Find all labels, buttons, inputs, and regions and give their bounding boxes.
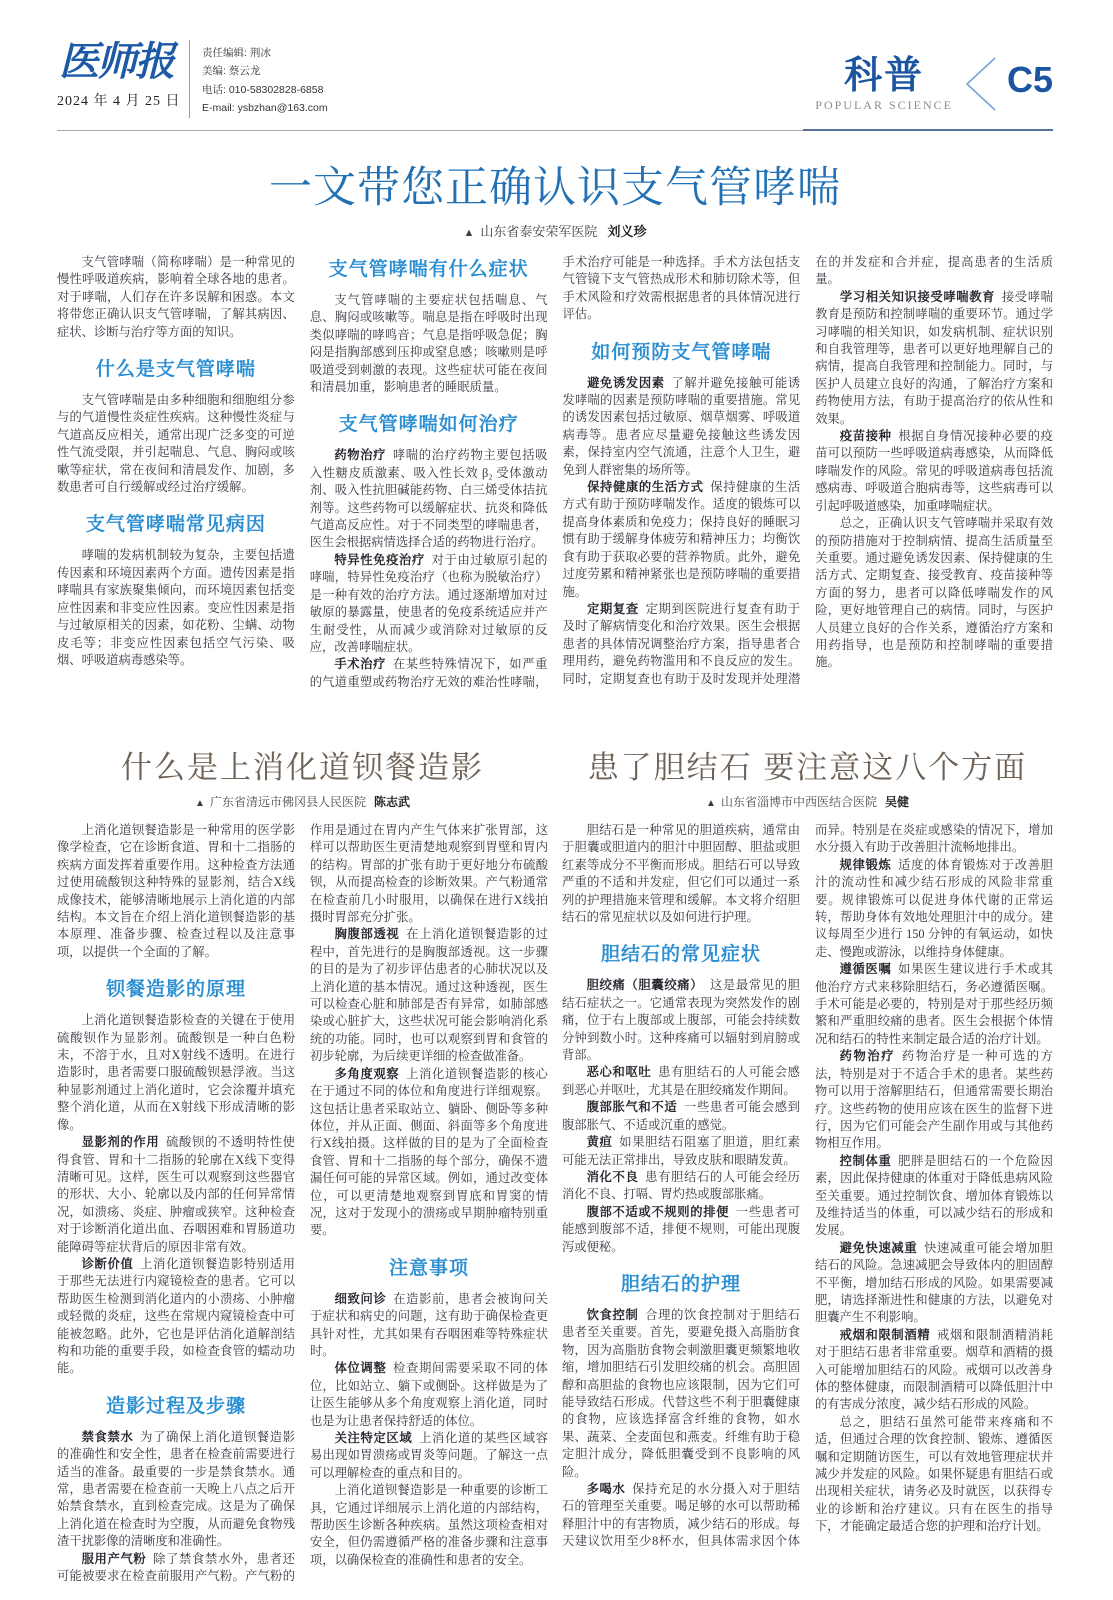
paragraph-text: 总之，胆结石虽然可能带来疼痛和不适，但通过合理的饮食控制、锻炼、遵循医嘱和定期随访医生，可以有效地管理症状并减少并发症的风险。如果怀疑患有胆结石或出现相关症状，请务必及时就医，以获得专业的诊断和治疗建议。只有在医生的指导下，才能确定最适合您的护理和治疗计划。 <box>815 1414 1053 1534</box>
section-label-cn: 科普 <box>844 55 925 97</box>
paragraph-text: 适度的体育锻炼对于改善胆汁的流动性和减少结石形成的风险非常重要。规律锻炼可以促进身体代谢的正常运转，帮助身体有效地处理胆汁中的成分。建议每周至少进行 150 分钟的有氧运动，如快走、慢跑或游泳，以维持身体健康。 <box>815 857 1053 959</box>
paragraph-text: 了解并避免接触可能诱发哮喘的因素是预防哮喘的重要措施。常见的诱发因素包括过敏原、烟草烟雾、呼吸道病毒等。患者应尽量避免接触这些诱发因素，保持室内空气流通，注意个人卫生，避免到人群密集的场所等。 <box>562 375 801 477</box>
paragraph-lead: 控制体重 <box>839 1153 892 1168</box>
issue-date: 2024 年 4 月 25 日 <box>57 94 181 109</box>
paragraph-lead: 显影剂的作用 <box>81 1135 160 1150</box>
paragraph <box>815 857 1053 961</box>
paragraph-lead: 腹部胀气和不适 <box>586 1100 678 1115</box>
section-heading: 支气管哮喘有什么症状 <box>328 259 529 280</box>
paragraph <box>57 254 295 341</box>
paragraph-text: 上消化道钡餐造影特别适用于那些无法进行内窥镜检查的患者。它可以帮助医生检测到消化道内的小溃疡、小肿瘤或轻微的炎症，这些在常规内窥镜检查中可能被忽略。此外，它也是评估消化道解剖结构和功能的重要手段，如检查食管的蠕动功能。 <box>57 1256 295 1376</box>
section-heading: 钡餐造影的原理 <box>105 979 246 1001</box>
paragraph-lead: 药物治疗 <box>334 448 387 463</box>
paragraph-text: 硫酸钡的不透明特性使得食管、胃和十二指肠的轮廓在X线下变得清晰可见。这样，医生可以观察到这些器官的形状、大小、轮廓以及内部的任何异常情况，如溃疡、炎症、肿瘤或狭窄。这种检查对于诊断消化道出血、吞咽困难和胃肠道功能障碍等症状背后的原因非常有效。 <box>57 1135 295 1254</box>
paragraph-text: 上消化道钡餐造影的核心在于通过不同的体位和角度进行详细观察。这包括让患者采取站立、躺卧、侧卧等多种体位，并从正面、侧面、斜面等多个角度进行X线拍摄。这样做的目的是为了全面检查食管、胃和十二指肠的每个部分，确保不遗漏任何可能的异常区域。例如，通过改变体位，可以更清楚地观察到胃底和胃窦的情况，这对于发现小的溃疡或早期肿瘤特别重要。 <box>310 1066 548 1238</box>
byline-marker-icon: ▲ <box>463 227 475 239</box>
editor-info-line: 电话: 010-58302828-6858 <box>202 83 324 96</box>
paragraph-text: 保持充足的水分摄入对于胆结石的管理至关重要。喝足够的水可以帮助稀释胆汁中的有害物质，减少结石的形成。每天建议饮用至少8杯水，但具体需求因个体而异。特别是在炎症或感染的情况下，增加水分摄入有助于改善胆汁流畅地排出。 <box>562 823 1053 1549</box>
article-barium-meal <box>57 738 548 1600</box>
paragraph-text: 定期到医院进行复查有助于及时了解病情变化和治疗效果。医生会根据患者的具体情况调整治疗方案，指导患者合理用药，避免药物滥用和不良反应的发生。同时，定期复查也有助于及时发现并处理潜在的并发症和合并症，提高患者的生活质量。 <box>562 255 1053 686</box>
byline-marker-icon: ▲ <box>706 798 716 809</box>
paragraph-text: 患有胆结石的人可能会经历消化不良、打嗝、胃灼热或腹部胀痛。 <box>562 1169 800 1202</box>
paragraph-text: 总之，正确认识支气管哮喘并采取有效的预防措施对于控制病情、提高生活质量至关重要。通过避免诱发因素、保持健康的生活方式、定期复查、接受教育、疫苗接种等方面的努力，患者可以降低哮喘发作的风险，更好地管理自己的病情。同时，与医护人员建立良好的合作关系，遵循治疗方案和用药指导，也是预防和控制哮喘的重要措施。 <box>815 516 1053 670</box>
article-byline <box>57 221 1053 240</box>
paragraph-lead: 疫苗接种 <box>839 429 892 444</box>
paragraph <box>310 1482 548 1569</box>
article-asthma <box>57 154 1053 720</box>
paragraph-text: 肥胖是胆结石的一个危险因素，因此保持健康的体重对于降低患病风险至关重要。通过控制饮食、增加体育锻炼以及维持适当的体重，可以减少结石的形成和发展。 <box>815 1153 1053 1238</box>
paragraph <box>562 977 800 1064</box>
paragraph-text: 胆结石是一种常见的胆道疾病，通常由于胆囊或胆道内的胆汁中胆固醇、胆盐或胆红素等成分不平衡而形成。胆结石可以导致严重的不适和并发症，但它们可以通过一系列的护理措施来管理和缓解。本文将介绍胆结石的常见症状以及如何进行护理。 <box>562 823 800 925</box>
paragraph-text: 保持健康的生活方式有助于预防哮喘发作。适度的锻炼可以提高身体素质和免疫力；保持良好的睡眠习惯有助于缓解身体疲劳和精神压力；均衡饮食有助于获取必要的营养物质。此外，避免过度劳累和精神紧张也是预防哮喘的重要措施。 <box>562 480 801 599</box>
paragraph-text: 在造影前，患者会被询问关于症状和病史的问题，这有助于确保检查更具针对性，尤其如果有吞咽困难等特殊症状时。 <box>310 1291 548 1358</box>
paragraph <box>57 1134 295 1256</box>
editor-info-line: 责任编辑: 荆冰 <box>202 47 271 59</box>
paragraph <box>815 1240 1053 1327</box>
paragraph-text: 在某些特殊情况下，如严重的气道重塑或药物治疗无效的难治性哮喘，手术治疗可能是一种选择。手术方法包括支气管镜下支气管热成形术和肺切除术等，但手术风险和疗效需根据患者的具体情况进行评估。 <box>309 255 801 689</box>
article-byline <box>57 793 548 810</box>
paragraph-text: 如果胆结石阻塞了胆道，胆红素可能无法正常排出，导致皮肤和眼睛发黄。 <box>562 1135 800 1167</box>
section-heading: 什么是支气管哮喘 <box>95 359 256 381</box>
paragraph-text: 上消化道钡餐造影是一种重要的诊断工具，它通过详细展示上消化道的内部结构，帮助医生诊断各种疾病。虽然这项检查相对安全，但仍需遵循严格的准备步骤和注意事项，以确保检查的准确性和患者的安全。 <box>310 1483 548 1567</box>
paragraph-lead: 特异性免疫治疗 <box>334 552 425 567</box>
section-heading: 注意事项 <box>388 1257 469 1279</box>
newspaper-logo: 医师报 <box>59 38 173 85</box>
paragraph-text: 检查期间需要采取不同的体位，比如站立、躺下或侧卧。这样做是为了让医生能够从多个角度观察上消化道，同时也是为让患者保持舒适的体位。 <box>310 1361 548 1428</box>
paragraph <box>815 515 1053 672</box>
section-heading: 胆结石的常见症状 <box>600 944 761 966</box>
paragraph-text: 上消化道钡餐造影是一种常用的医学影像学检查，它在诊断食道、胃和十二指肠的疾病方面发挥着重要作用。这种检查方法通过使用硫酸钡这种特殊的显影剂，结合X线成像技术，能够清晰地展示上消化道的内部结构。本文旨在介绍上消化道钡餐造影的基本原理、准备步骤、检查过程以及注意事项，以提供一个全面的了解。 <box>57 823 295 959</box>
paragraph <box>562 1204 800 1256</box>
paragraph <box>57 392 295 496</box>
paragraph-lead: 多喝水 <box>586 1482 626 1496</box>
paragraph-lead: 胆绞痛（胆囊绞痛） <box>586 978 704 993</box>
paragraph <box>310 552 548 656</box>
editor-info <box>189 40 328 118</box>
paragraph <box>57 1429 295 1551</box>
masthead <box>57 40 1053 126</box>
paragraph-lead: 遵循医嘱 <box>839 962 892 977</box>
article-title: 什么是上消化道钡餐造影 <box>121 750 484 785</box>
paragraph <box>563 479 801 601</box>
paragraph-text: 哮喘的发病机制较为复杂，主要包括遗传因素和环境因素两个方面。遗传因素是指哮喘具有家族聚集倾向，而环境因素包括变应性因素和非变应性因素。变应性因素是指与过敏原相关的因素，如花粉、尘螨、动物皮毛等；非变应性因素包括空气污染、吸烟、呼吸道病毒感染等。 <box>57 548 295 667</box>
paragraph-text: 支气管哮喘是由多种细胞和细胞组分参与的气道慢性炎症性疾病。这种慢性炎症与气道高反应相关，通常出现广泛多变的可逆性气流受限，并引起喘息、气息、胸闷或咳嗽等症状，常在夜间和清晨发作、加剧，多数患者可自行缓解或经过治疗缓解。 <box>57 393 295 495</box>
paragraph-lead: 饮食控制 <box>586 1307 639 1322</box>
paragraph <box>57 547 295 669</box>
paragraph <box>57 1256 295 1378</box>
byline-affiliation: 山东省泰安荣军医院 <box>480 224 598 239</box>
paragraph-text: 一些患者可能会感到腹部胀气、不适或沉重的感觉。 <box>562 1100 800 1132</box>
paragraph-lead: 戒烟和限制酒精 <box>839 1327 931 1342</box>
paragraph-lead: 恶心和呕吐 <box>586 1065 652 1080</box>
paragraph-text: 一些患者可能感到腹部不适，排便不规则，可能出现腹泻或便秘。 <box>562 1204 800 1254</box>
paragraph <box>562 822 800 926</box>
editor-info-line: E-mail: ysbzhan@163.com <box>202 102 328 115</box>
paragraph-lead: 诊断价值 <box>81 1256 134 1271</box>
paragraph <box>310 447 548 551</box>
paragraph-lead: 腹部不适或不规则的排便 <box>586 1204 730 1219</box>
paragraph-text: 戒烟和限制酒精消耗对于胆结石患者非常重要。烟草和酒精的摄入可能增加胆结石的风险。戒烟可以改善身体的整体健康，而限制酒精可以降低胆汁中的有害成分浓度，减少结石形成的风险。 <box>815 1327 1053 1412</box>
paragraph <box>815 961 1053 1048</box>
paragraph-text: 药物治疗是一种可选的方法，特别是对于不适合手术的患者。某些药物可以用于溶解胆结石，但通常需要长期治疗。这些药物的使用应该在医生的监督下进行，因为它们可能会产生副作用或与其他药物相互作用。 <box>815 1049 1053 1151</box>
masthead-left <box>57 38 181 110</box>
paragraph-text: 为了确保上消化道钡餐造影的准确性和安全性，患者在检查前需要进行适当的准备。最重要的一步是禁食禁水。通常，患者需要在检查前一天晚上八点之后开始禁食禁水，直到检查完成。这是为了确保上消化道在检查时为空腹，从而避免食物残渣干扰影像的清晰度和准确性。 <box>57 1429 295 1549</box>
paragraph-lead: 规律锻炼 <box>839 857 892 872</box>
masthead-rule <box>57 130 1053 132</box>
paragraph-lead: 禁食禁水 <box>81 1429 134 1444</box>
section-chevron-icon <box>963 56 997 112</box>
paragraph <box>57 1012 295 1134</box>
section-banner <box>815 40 1053 113</box>
byline-marker-icon: ▲ <box>195 798 205 809</box>
paragraph-lead: 服用产气粉 <box>81 1551 147 1566</box>
paragraph-text: 对于由过敏原引起的哮喘，特异性免疫治疗（也称为脱敏治疗）是一种有效的治疗方法。通过逐渐增加对过敏原的暴露量，使患者的免疫系统适应并产生耐受性，从而减少或消除对过敏原的反应，改善哮喘症状。 <box>309 552 548 654</box>
paragraph <box>562 1169 800 1204</box>
section-heading: 如何预防支气管哮喘 <box>591 341 772 363</box>
paragraph <box>815 428 1053 515</box>
paragraph-lead: 细致问诊 <box>334 1291 387 1306</box>
article-title: 一文带您正确认识支气管哮喘 <box>269 164 841 212</box>
paragraph-text: 患有胆结石的人可能会感到恶心并呕吐，尤其是在胆绞痛发作期间。 <box>562 1065 800 1097</box>
paragraph-lead: 黄疸 <box>586 1135 613 1150</box>
paragraph <box>562 1064 800 1099</box>
byline-affiliation: 广东省清远市佛冈县人民医院 <box>209 795 366 809</box>
section-heading: 支气管哮喘常见病因 <box>85 514 266 536</box>
byline-affiliation: 山东省淄博市中西医结合医院 <box>720 795 877 809</box>
paragraph <box>815 1327 1053 1414</box>
paragraph-text: 如果医生建议进行手术或其他治疗方式来移除胆结石，务必遵循医嘱。手术可能是必要的，特别是对于那些经历频繁和严重胆绞痛的患者。医生会根据个体情况和结石的特性来制定最合适的治疗计划。 <box>815 962 1053 1046</box>
paragraph-lead: 胸腹部透视 <box>334 927 400 942</box>
byline-author: 吴健 <box>884 795 909 809</box>
paragraph <box>310 926 548 1065</box>
paragraph-lead: 手术治疗 <box>334 657 387 672</box>
paragraph-text: 在上消化道钡餐造影的过程中，首先进行的是胸腹部透视。这一步骤的目的是为了初步评估患者的心肺状况以及上消化道的基本情况。通过这种透视，医生可以检查心脏和肺部是否有异常，如肺部感染或心脏扩大，这些状况可能会影响消化系统的功能。同时，也可以观察到胃和食管的初步轮廓，为后续更详细的检查做准备。 <box>310 927 548 1064</box>
editor-info-line: 美编: 蔡云龙 <box>202 65 261 78</box>
section-heading: 造影过程及步骤 <box>105 1395 246 1417</box>
paragraph-text: 哮喘的治疗药物主要包括吸入性糖皮质激素、吸入性长效 β₂ 受体激动剂、吸入性抗胆碱能药物、白三烯受体拮抗剂等。这些药物可以缓解症状、抗炎和降低气道高反应性。对于不同类型的哮喘患者，医生会根据病情选择合适的药物进行治疗。 <box>309 448 548 550</box>
article-body <box>57 254 1053 720</box>
page-number: C5 <box>1006 59 1053 100</box>
paragraph-lead: 多角度观察 <box>334 1066 400 1081</box>
paragraph <box>310 1066 548 1240</box>
paragraph <box>562 1099 800 1134</box>
paragraph-text: 这是最常见的胆结石症状之一。它通常表现为突然发作的剧痛，位于右上腹部或上腹部，可能会持续数分钟到数小时。这种疼痛可以辐射到肩膀或背部。 <box>562 978 800 1063</box>
paragraph-lead: 体位调整 <box>334 1361 387 1376</box>
paragraph-text: 支气管哮喘的主要症状包括喘息、气息、胸闷或咳嗽等。喘息是指在呼吸时出现类似哮喘的哮鸣音；气息是指呼吸急促；胸闷是指胸部感到压抑或窒息感；咳嗽则是呼吸道受到刺激的表现。这些症状可能在夜间和清晨加重，影响患者的睡眠质量。 <box>309 293 548 395</box>
article-title: 患了胆结石 要注意这八个方面 <box>587 750 1028 785</box>
paragraph-text: 支气管哮喘（简称哮喘）是一种常见的慢性呼吸道疾病，影响着全球各地的患者。对于哮喘，人们存在许多误解和困惑。本文将带您正确认识支气管哮喘，了解其病因、症状、诊断与治疗等方面的知识。 <box>57 255 295 339</box>
paragraph <box>310 1360 548 1430</box>
paragraph <box>562 1307 800 1481</box>
paragraph-text: 接受哮喘教育是预防和控制哮喘的重要环节。通过学习哮喘的相关知识，如发病机制、症状识别和自我管理等，患者可以更好地理解自己的病情，提高自我管理和控制能力。同时，与医护人员建立良好的沟通，了解治疗方案和药物使用方法，有助于提高治疗的依从性和效果。 <box>815 289 1053 426</box>
section-heading: 胆结石的护理 <box>620 1273 741 1295</box>
paragraph-text: 除了禁食禁水外，患者还可能被要求在检查前服用产气粉。产气粉的作用是通过在胃内产生气体来扩张胃部，这样可以帮助医生更清楚地观察到胃壁和胃内的结构。胃部的扩张有助于更好地分布硫酸钡，从而提高检查的诊断效果。产气粉通常在检查前几小时服用，以确保在进行X线拍摄时胃部充分扩张。 <box>57 823 548 1584</box>
paragraph <box>815 289 1053 428</box>
paragraph-text: 快速减重可能会增加胆结石的风险。急速减肥会导致体内的胆固醇不平衡，增加结石形成的风险。如果需要减肥，请选择渐进性和健康的方法，以避免对胆囊产生不利影响。 <box>815 1240 1053 1325</box>
paragraph <box>310 292 548 396</box>
article-body <box>562 822 1053 1600</box>
bottom-section <box>57 738 1053 1600</box>
article-gallstones <box>562 738 1053 1600</box>
paragraph-text: 合理的饮食控制对于胆结石患者至关重要。首先，要避免摄入高脂肪食物，因为高脂肪食物会刺激胆囊更频繁地收缩，增加胆结石引发胆绞痛的机会。高胆固醇和高胆盐的食物也应该限制，因为它们可能导致结石形成。代替这些不利于胆囊健康的食物，应该选择富含纤维的食物，如水果、蔬菜、全麦面包和燕麦。纤维有助于稳定胆汁成分，降低胆囊受到不良影响的风险。 <box>562 1307 800 1479</box>
section-label-en: POPULAR SCIENCE <box>815 98 953 112</box>
paragraph <box>310 1291 548 1361</box>
paragraph-lead: 避免快速减重 <box>839 1240 918 1255</box>
paragraph-text: 上消化道的某些区域容易出现如胃溃疡或胃炎等问题。了解这一点可以理解检查的重点和目的。 <box>310 1431 548 1480</box>
paragraph <box>562 1134 800 1169</box>
paragraph <box>815 1153 1053 1240</box>
paragraph-lead: 定期复查 <box>587 601 639 616</box>
paragraph-lead: 药物治疗 <box>839 1049 896 1064</box>
paragraph <box>57 822 295 961</box>
byline-author: 刘义珍 <box>607 224 647 239</box>
paragraph-lead: 关注特定区域 <box>334 1431 413 1445</box>
byline-author: 陈志武 <box>373 795 410 809</box>
article-byline <box>562 793 1053 810</box>
paragraph-lead: 学习相关知识接受哮喘教育 <box>839 289 996 304</box>
paragraph-lead: 消化不良 <box>586 1169 639 1184</box>
paragraph <box>310 1430 548 1482</box>
article-body <box>57 822 548 1600</box>
paragraph-lead: 避免诱发因素 <box>587 375 665 390</box>
paragraph <box>815 1414 1053 1536</box>
paragraph-text: 根据自身情况接种必要的疫苗可以预防一些呼吸道病毒感染，从而降低哮喘发作的风险。常见的呼吸道病毒包括流感病毒、呼吸道合胞病毒等，这些病毒可以引起呼吸道感染，加重哮喘症状。 <box>815 429 1053 513</box>
paragraph <box>815 1048 1053 1152</box>
section-heading: 支气管哮喘如何治疗 <box>338 414 519 436</box>
paragraph-lead: 保持健康的生活方式 <box>587 480 704 495</box>
paragraph <box>563 375 801 479</box>
paragraph-text: 上消化道钡餐造影检查的关键在于使用硫酸钡作为显影剂。硫酸钡是一种白色粉末，不溶于水，且对X射线不透明。在进行造影时，患者需要口服硫酸钡悬浮液。当这种显影剂通过上消化道时，它会涂覆并填充整个消化道，从而在X射线下形成清晰的影像。 <box>57 1013 295 1132</box>
